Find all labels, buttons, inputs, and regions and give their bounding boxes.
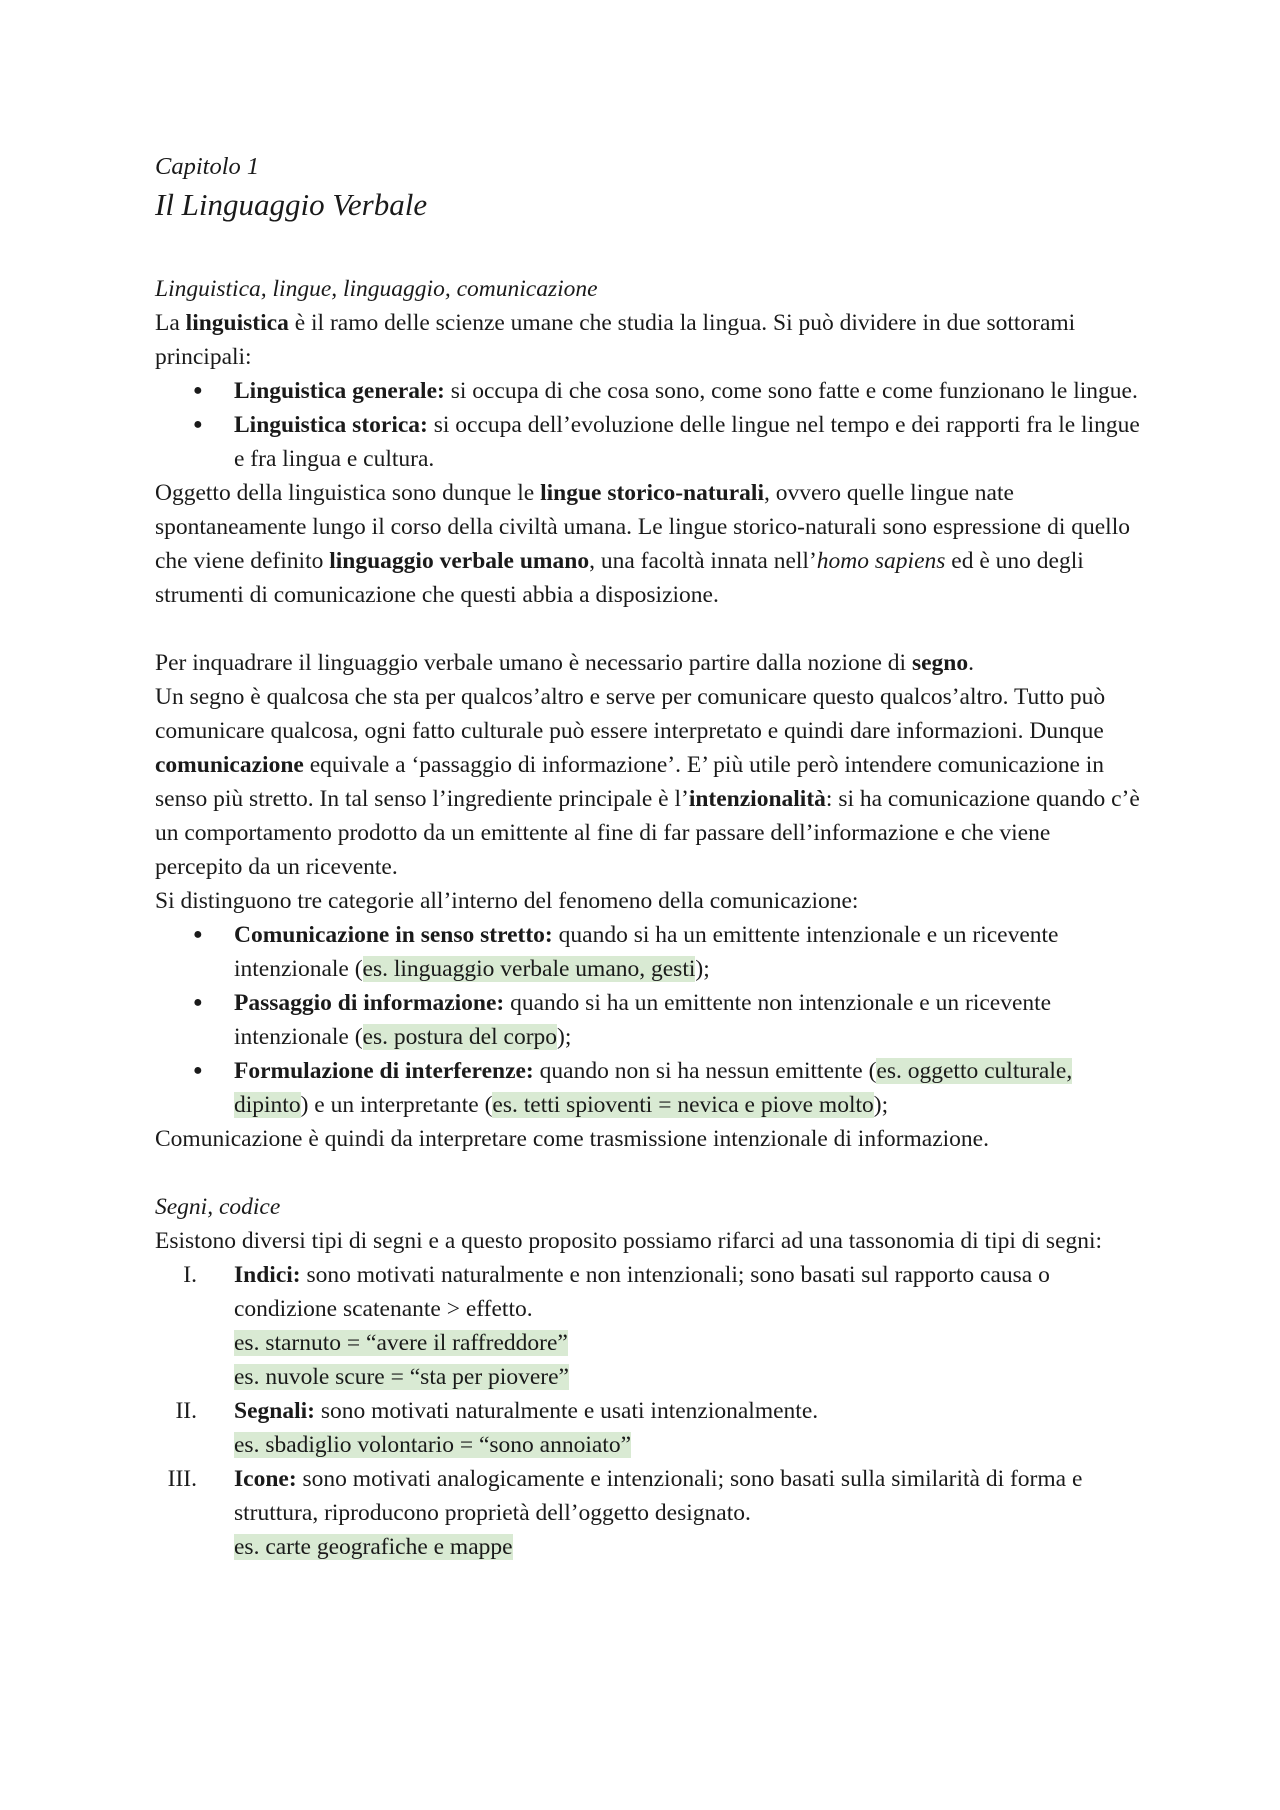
list-number: I. xyxy=(183,1262,197,1288)
list-number: III. xyxy=(167,1466,197,1492)
highlighted-example: es. carte geografiche e mappe xyxy=(234,1534,513,1560)
text-span: quando non si ha nessun emittente ( xyxy=(533,1058,877,1084)
text-span: ); xyxy=(695,956,710,982)
paragraph-conclusione: Comunicazione è quindi da interpretare come trasmissione intenzionale di informazione. xyxy=(155,1126,989,1152)
highlighted-example: es. nuvole scure = “sta per piovere” xyxy=(234,1364,569,1390)
text-span: sono motivati naturalmente e usati intenzionalmente. xyxy=(314,1398,819,1424)
bullet-list-subfields xyxy=(155,374,1140,476)
italic-term: homo sapiens xyxy=(816,548,946,574)
text-span: si occupa di che cosa sono, come sono fatte e come funzionano le lingue. xyxy=(444,378,1138,404)
text-span: si occupa dell’evoluzione delle lingue nel tempo e dei rapporti fra le lingue e fra lingua e cultura. xyxy=(234,412,1140,472)
list-item xyxy=(155,1462,1140,1564)
highlighted-example: es. oggetto culturale, dipinto xyxy=(234,1058,1073,1118)
text-span: quando si ha un emittente intenzionale e un ricevente intenzionale ( xyxy=(234,922,1059,982)
bold-term: segno xyxy=(911,650,969,676)
paragraph-tassonomia: Esistono diversi tipi di segni e a questo proposito possiamo rifarci ad una tassonomia di tipi di segni: xyxy=(155,1228,1103,1254)
text-span: ); xyxy=(873,1092,889,1118)
highlighted-example: es. starnuto = “avere il raffreddore” xyxy=(234,1330,568,1356)
list-item xyxy=(155,374,1140,408)
roman-list-sign-types xyxy=(155,1258,1140,1564)
chapter-label: Capitolo 1 xyxy=(155,153,260,180)
bold-term: Passaggio di informazione: xyxy=(234,990,505,1016)
list-item xyxy=(155,408,1140,476)
highlighted-example: es. linguaggio verbale umano, gesti xyxy=(362,956,696,982)
paragraph-categorie: Si distinguono tre categorie all’interno del fenomeno della comunicazione: xyxy=(155,888,859,914)
highlighted-example: es. postura del corpo xyxy=(362,1024,558,1050)
chapter-title: Il Linguaggio Verbale xyxy=(155,187,428,222)
spacer xyxy=(155,612,1140,646)
bold-term: Linguistica generale: xyxy=(234,378,445,404)
text-span: ); xyxy=(557,1024,572,1050)
bold-term: lingue storico-naturali xyxy=(540,480,764,506)
paragraph-segno xyxy=(155,646,1140,680)
paragraph-lingue xyxy=(155,476,1140,612)
list-item xyxy=(155,1394,1140,1462)
bold-term: Formulazione di interferenze: xyxy=(234,1058,534,1084)
text-span: . xyxy=(968,650,974,676)
paragraph-intro xyxy=(155,306,1140,374)
bullet-icon: ● xyxy=(193,416,203,433)
list-number: II. xyxy=(175,1398,197,1424)
section-title-linguistica: Linguistica, lingue, linguaggio, comunicazione xyxy=(155,276,598,302)
bullet-icon: ● xyxy=(193,382,203,399)
bullet-list-categories xyxy=(155,918,1140,1122)
bullet-icon: ● xyxy=(193,994,203,1011)
text-span: sono motivati analogicamente e intenzionali; sono basati sulla similarità di forma e struttura, riproducono proprietà dell’oggetto designato. xyxy=(234,1466,1083,1526)
text-span: quando si ha un emittente non intenzionale e un ricevente intenzionale ( xyxy=(234,990,1052,1050)
list-item xyxy=(155,986,1140,1054)
bold-term: comunicazione xyxy=(155,752,304,778)
bold-term: Comunicazione in senso stretto: xyxy=(234,922,553,948)
bold-term: linguaggio verbale umano xyxy=(329,548,590,574)
spacer xyxy=(155,1156,1140,1190)
highlighted-example: es. sbadiglio volontario = “sono annoiato” xyxy=(234,1432,632,1458)
text-span: ed è uno degli strumenti di comunicazione che questi abbia a disposizione. xyxy=(155,548,1084,608)
bold-term: Linguistica storica: xyxy=(234,412,428,438)
text-span: : si ha comunicazione quando c’è un comportamento prodotto da un emittente al fine di far passare dell’informazione e che viene percepito da un ricevente. xyxy=(155,786,1140,880)
text-span: , una facoltà innata nell’ xyxy=(589,548,817,574)
text-span: è il ramo delle scienze umane che studia la lingua. Si può dividere in due sottorami principali: xyxy=(155,310,1076,370)
highlighted-example: es. tetti spioventi = nevica e piove molto xyxy=(492,1092,874,1118)
text-span: Oggetto della linguistica sono dunque le xyxy=(155,480,541,506)
text-span: Per inquadrare il linguaggio verbale umano è necessario partire dalla nozione di xyxy=(155,650,912,676)
text-span: Un segno è qualcosa che sta per qualcos’altro e serve per comunicare questo qualcos’altro. Tutto può comunicare qualcosa, ogni fatto culturale può essere interpretato e quindi dare informazioni. Dunque xyxy=(155,684,1106,744)
list-item xyxy=(155,918,1140,986)
bold-term: linguistica xyxy=(185,310,289,336)
list-item xyxy=(155,1054,1140,1122)
bullet-icon: ● xyxy=(193,926,203,943)
text-span: sono motivati naturalmente e non intenzionali; sono basati sul rapporto causa o condizione scatenante > effetto. xyxy=(234,1262,1050,1322)
bold-term: Indici: xyxy=(234,1262,301,1288)
paragraph-comunicazione xyxy=(155,680,1140,884)
bold-term: intenzionalità xyxy=(688,786,826,812)
bold-term: Segnali: xyxy=(234,1398,315,1424)
text-span: La xyxy=(155,310,186,336)
bullet-icon: ● xyxy=(193,1062,203,1079)
text-span: equivale a ‘passaggio di informazione’. E’ più utile però intendere comunicazione in senso più stretto. In tal senso l’ingrediente principale è l’ xyxy=(155,752,1105,812)
section-title-segni: Segni, codice xyxy=(155,1194,281,1220)
text-span: , ovvero quelle lingue nate spontaneamente lungo il corso della civiltà umana. Le lingue storico-naturali sono espressione di quello che viene definito xyxy=(155,480,1130,574)
text-span: ) e un interpretante ( xyxy=(300,1092,493,1118)
list-item xyxy=(155,1258,1140,1394)
bold-term: Icone: xyxy=(234,1466,297,1492)
